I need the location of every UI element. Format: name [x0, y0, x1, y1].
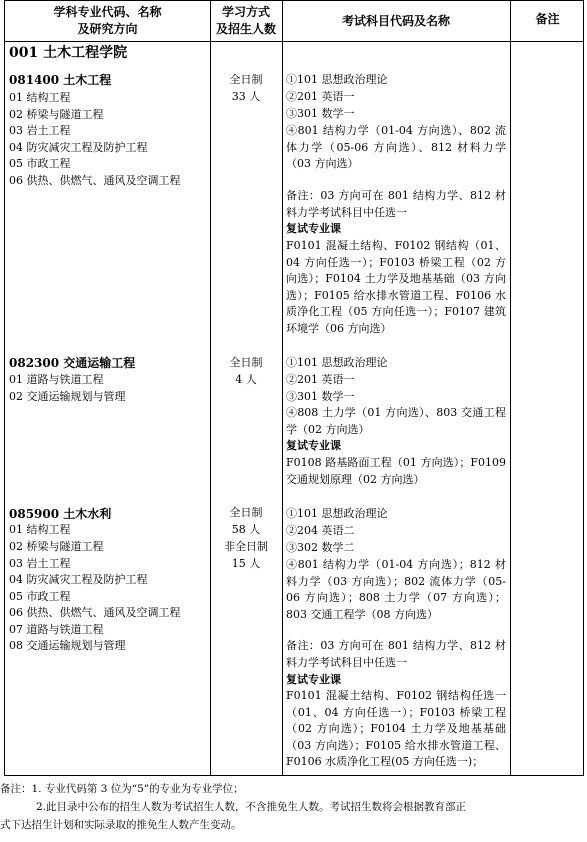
retest-title: 复试专业课	[286, 439, 341, 452]
direction-item: 01 结构工程	[9, 91, 71, 104]
header-major	[5, 1, 210, 41]
header-major-line1: 学科专业代码、名称	[53, 5, 162, 19]
exam-subject: ①101 思想政治理论	[286, 507, 388, 520]
header-remarks	[510, 1, 585, 41]
direction-item: 03 岩土工程	[9, 557, 71, 570]
exam-remark: 备注：03 方向可在 801 结构力学、812 材料力学考试科目中任选一	[286, 189, 506, 219]
direction-item: 07 道路与铁道工程	[9, 623, 104, 636]
exam-subject: ②201 英语一	[286, 373, 355, 386]
exam-subject: ③301 数学一	[286, 390, 355, 403]
column-divider	[510, 1, 511, 775]
retest-title: 复试专业课	[286, 222, 341, 235]
enrollment-count: 15 人	[231, 557, 261, 570]
major-code-name: 082300 交通运输工程	[9, 356, 136, 370]
header-exam-label: 考试科目代码及名称	[341, 13, 450, 28]
direction-item: 06 供热、供燃气、通风及空调工程	[9, 606, 181, 619]
study-mode: 全日制	[229, 506, 263, 519]
enrollment-count: 58 人	[231, 523, 261, 536]
study-mode: 全日制	[229, 73, 263, 86]
study-mode: 非全日制	[224, 540, 268, 553]
note-line: 式下达招生计划和实际录取的推免生人数产生变动。	[0, 819, 242, 831]
direction-item: 04 防灾减灾工程及防护工程	[9, 573, 148, 586]
exam-subject: ④808 土力学（01 方向选）、803 交通工程学（02 方向选）	[286, 406, 506, 436]
direction-item: 04 防灾减灾工程及防护工程	[9, 140, 148, 154]
footer-notes	[0, 780, 587, 834]
direction-item: 01 结构工程	[9, 523, 71, 536]
college-title: 001 土木工程学院	[9, 45, 128, 61]
study-mode: 全日制	[229, 356, 263, 369]
catalog-table	[4, 0, 584, 776]
retest-title: 复试专业课	[286, 673, 341, 686]
exam-remark: 备注：03 方向可在 801 结构力学、812 材料力学考试科目中任选一	[286, 639, 506, 669]
exam-subject: ②201 英语一	[286, 90, 355, 103]
direction-item: 08 交通运输规划与管理	[9, 639, 126, 652]
header-study	[210, 1, 282, 41]
exam-subject: ④801 结构力学（01-04 方向选）、802 流体力学（05-06 方向选）、812 材料力学（03 方向选）	[286, 124, 506, 171]
note-line: 备注：1. 专业代码第 3 位为“5”的专业为专业学位；	[0, 783, 244, 795]
header-divider	[5, 41, 583, 42]
exam-subject: ③301 数学一	[286, 107, 355, 120]
exam-subject: ①101 思想政治理论	[286, 73, 388, 86]
header-study-line1: 学习方式	[221, 5, 270, 19]
enrollment-count: 4 人	[235, 373, 257, 386]
retest-subjects: F0101 混凝土结构、F0102 钢结构（01、04 方向任选一）；F0103 桥梁工程（02 方向选）；F0104 土力学及地基基础（03 方向选）；F0105 给水排水管道工程、F0106 水质净化工程（05 方向任选一）；F0107 建筑环境学（06 方向选）	[286, 239, 506, 335]
header-major-line2: 及研究方向	[77, 22, 138, 36]
column-divider	[282, 1, 283, 775]
exam-subject: ②204 英语二	[286, 524, 355, 537]
major-code-name: 081400 土木工程	[9, 73, 112, 87]
header-exam	[282, 1, 510, 41]
header-study-line2: 及招生人数	[215, 22, 276, 36]
exam-subject: ③302 数学二	[286, 541, 355, 554]
retest-subjects: F0108 路基路面工程（01 方向选）；F0109 交通规划原理（02 方向选）	[286, 456, 506, 486]
exam-subject: ④801 结构力学（01-04 方向选）；812 材料力学（03 方向选）；802 流体力学（05-06 方向选）；808 土力学（07 方向选）；803 交通工程学（08 方向选）	[286, 558, 506, 621]
direction-item: 05 市政工程	[9, 590, 71, 603]
note-line: 2.此目录中公布的招生人数为考试招生人数，不含推免生人数。考试招生数将会根据教育部正	[36, 801, 467, 813]
direction-item: 02 桥梁与隧道工程	[9, 540, 104, 553]
major-code-name: 085900 土木水利	[9, 507, 112, 521]
exam-subject: ①101 思想政治理论	[286, 356, 388, 369]
direction-item: 02 桥梁与隧道工程	[9, 107, 104, 121]
direction-item: 06 供热、供燃气、通风及空调工程	[9, 174, 181, 187]
header-remarks-label: 备注	[535, 12, 560, 26]
direction-item: 01 道路与铁道工程	[9, 373, 104, 386]
enrollment-count: 33 人	[231, 90, 261, 103]
direction-item: 02 交通运输规划与管理	[9, 390, 126, 403]
retest-subjects: F0101 混凝土结构、F0102 钢结构任选一（01、04 方向任选一）；F0103 桥梁工程（02 方向选）；F0104 土力学及地基基础（03 方向选）；F0105 给水排水管道工程、F0106 水质净化工程(05 方向任选一)；	[286, 689, 506, 769]
direction-item: 03 岩土工程	[9, 124, 71, 138]
direction-item: 05 市政工程	[9, 157, 71, 171]
